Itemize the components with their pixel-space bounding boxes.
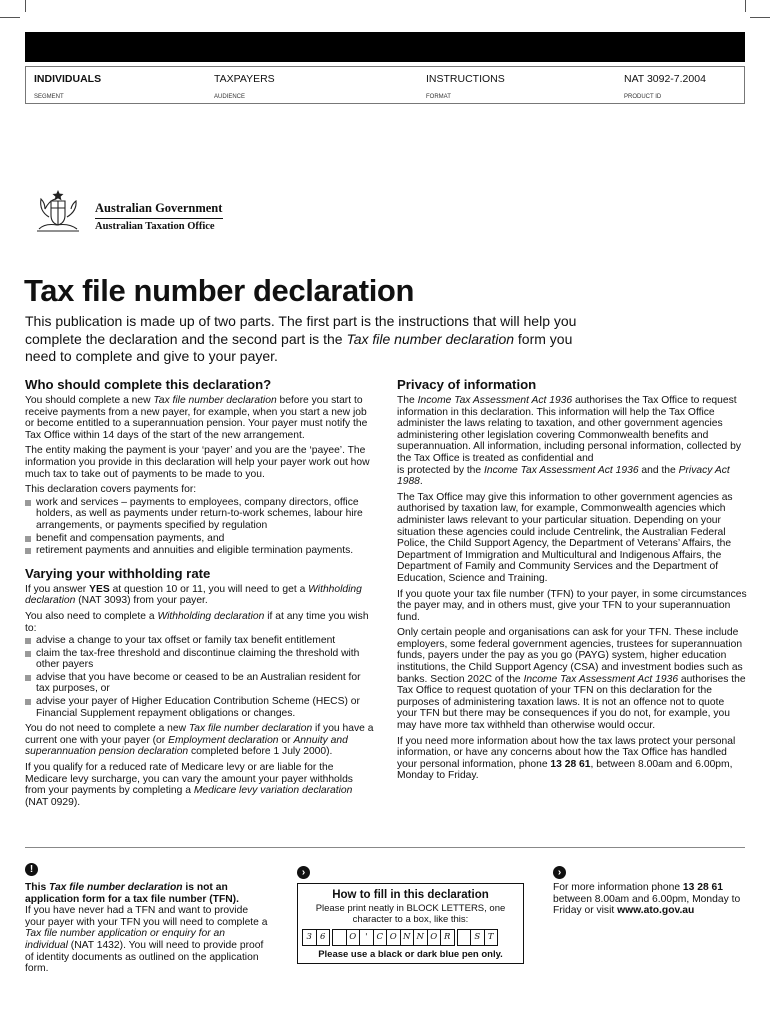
arrow-right-icon: › [553, 866, 566, 879]
text: before you start to receive payments from a new payer, for example, when you start a new job or become entitled to a superannuation pension. Your payer must notify the Tax Office within 14 days of the start of the new arrangement. [25, 395, 368, 441]
text: . [419, 476, 423, 488]
meta-label: AUDIENCE [214, 94, 246, 100]
meta-format [418, 67, 616, 103]
header-bar [25, 32, 745, 62]
paragraph [397, 627, 747, 731]
paragraph: This declaration covers payments for: [25, 484, 197, 496]
paragraph: The Tax Office may give this information to other government agencies as authorised by taxation law, for example, Commonwealth agencies which administer laws relevant to your particular situation. Depending on your situation these agencies could include Centrelink, the Australian Federal Police, the Child Support Agency, the Department of Veterans’ Affairs, the Department of Immigration and Multicultural and Indigenous Affairs, the Department of Family and Community Services and the Department of Education, Science and Training. [397, 491, 733, 584]
meta-label: SEGMENT [34, 94, 64, 100]
list-item: work and services – payments to employees, company directors, office holders, as well as payments under return-to-work schemes, labour hire arrangements, or payments specified by regulation [25, 497, 375, 532]
list-item: benefit and compensation payments, and [25, 533, 375, 545]
text: if you have a current one with your payer (or [25, 723, 374, 746]
text: Annuity and superannuation pension declaration [25, 734, 348, 758]
text: and the [638, 464, 679, 476]
paragraph [25, 723, 375, 758]
text: If you need more information about how the tax laws protect your personal information, or have any concerns about how the Tax Office has handled your personal information, phone [397, 735, 736, 770]
list-item: advise your payer of Higher Education Contribution Scheme (HECS) or Financial Supplement repayment obligations or changes. [25, 696, 375, 719]
character-box [332, 929, 347, 946]
meta-value: TAXPAYERS [214, 73, 275, 85]
character-box: O [386, 929, 401, 946]
pen-instruction: Please use a black or dark blue pen only. [318, 949, 503, 960]
bullet-list [25, 635, 375, 719]
meta-value: INDIVIDUALS [34, 73, 102, 85]
paragraph [25, 762, 375, 808]
paragraph: If you quote your tax file number (TFN) to your payer, in some circumstances the payer may, and in others must, give your TFN to your superannuation fund. [397, 588, 747, 623]
text: Medicare levy variation declaration [193, 785, 353, 797]
meta-value: INSTRUCTIONS [426, 73, 505, 85]
footer-divider [25, 847, 745, 848]
notice-heading [25, 882, 270, 905]
intro-part: This publication is made up of two parts. The first part is the instructions that will help you complete the declaration and the second part is the [25, 313, 577, 347]
how-to-fill-box [297, 883, 524, 964]
contact-info [553, 882, 753, 917]
metadata-strip [25, 66, 745, 104]
text: You do not need to complete a new [25, 723, 189, 735]
section-heading: Privacy of information [397, 377, 537, 392]
text: Income Tax Assessment Act 1936 [484, 464, 639, 476]
text: Withholding declaration [157, 610, 265, 622]
paragraph [397, 736, 747, 782]
phone-number: 13 28 61 [682, 882, 724, 893]
meta-value: NAT 3092-7.2004 [624, 73, 706, 85]
meta-audience [206, 67, 418, 103]
text: is not an application form for a tax file number (TFN). [25, 882, 239, 905]
text: This [25, 882, 50, 893]
how-title: How to fill in this declaration [332, 889, 489, 901]
bullet-list [25, 497, 375, 557]
text: (NAT 1432). You will need to provide proof of identity documents as outlined on the application form. [25, 939, 264, 975]
tfn-notice [25, 882, 270, 975]
text: Tax file number declaration [188, 723, 313, 735]
left-column [25, 377, 375, 812]
text: Tax file number declaration [153, 395, 277, 406]
text: If you have never had a TFN and want to provide your payer with your TFN you will need to complete a [25, 905, 268, 928]
text: If you qualify for a reduced rate of Medicare levy or are liable for the Medicare levy surcharge, you can vary the amount your payer withholds from your payments by completing a [25, 762, 353, 797]
text: authorises the Tax Office to request information in this declaration. This information will help the Tax Office administer the laws relating to taxation, and other government agencies administering other legislation covering Commonwealth benefits and superannuation. All information, including personal information, collected by the Tax Office is treated as confidential and [397, 395, 742, 464]
section-heading: Who should complete this declaration? [25, 377, 272, 392]
text: completed before 1 July 2000). [188, 746, 333, 758]
character-box: N [413, 929, 428, 946]
government-logo [27, 187, 227, 239]
paragraph [25, 395, 375, 441]
website-link[interactable]: www.ato.gov.au [617, 905, 695, 917]
arrow-right-icon: › [297, 866, 310, 879]
text: If you answer [25, 583, 90, 595]
text: at question 10 or 11, you will need to get a [109, 583, 309, 595]
how-instructions: Please print neatly in BLOCK LETTERS, one character to a box, like this: [315, 903, 506, 925]
text: You also need to complete a [25, 610, 158, 622]
crop-mark [25, 0, 26, 12]
exclamation-icon: ! [25, 863, 38, 876]
character-box: O [346, 929, 361, 946]
character-box: 6 [316, 929, 331, 946]
list-item: advise a change to your tax offset or family tax benefit entitlement [25, 635, 375, 647]
text: YES [89, 583, 110, 595]
text: if at any time you wish to: [25, 610, 369, 634]
character-box: R [440, 929, 455, 946]
text: (NAT 3093) from your payer. [75, 595, 208, 607]
meta-label: FORMAT [426, 94, 451, 100]
text: You should complete a new [25, 395, 154, 406]
list-item: advise that you have become or ceased to be an Australian resident for tax purposes, or [25, 672, 375, 695]
meta-segment [26, 67, 206, 103]
intro-part: form you need to complete and give to your payer. [25, 330, 573, 364]
paragraph [25, 584, 375, 607]
text: Privacy Act 1988 [397, 464, 730, 488]
text: , between 8.00am and 6.00pm, Monday to Friday. [397, 758, 733, 782]
intro-text [25, 313, 585, 366]
character-box: N [400, 929, 415, 946]
page-title: Tax file number declaration [24, 273, 415, 308]
logo-divider [95, 218, 223, 219]
text: or [278, 734, 294, 746]
logo-text-ato: Australian Taxation Office [95, 221, 215, 232]
sample-character-boxes [303, 929, 523, 946]
crop-mark [750, 17, 770, 18]
text: between 8.00am and 6.00pm, Monday to Friday or visit [553, 893, 741, 917]
text: The [397, 395, 418, 406]
logo-text-government: Australian Government [95, 201, 223, 215]
text: Withholding declaration [25, 583, 362, 607]
meta-label: PRODUCT ID [624, 94, 662, 100]
text: is protected by the [397, 464, 485, 476]
text: Only certain people and organisations can ask for your TFN. These include employers, some federal government agencies, trustees for superannuation funds, payers under the pay as you go (PAYG) system, higher education institutions, the Child Support Agency (CSA) and investment bodies such as banks. Section 202C of the [397, 627, 743, 685]
notice-text [25, 905, 270, 975]
character-box: O [427, 929, 442, 946]
paragraph [397, 395, 747, 488]
character-box: ' [359, 929, 374, 946]
list-item: retirement payments and annuities and eligible termination payments. [25, 545, 375, 557]
character-box: 3 [302, 929, 317, 946]
right-column [397, 377, 747, 786]
character-box: C [373, 929, 388, 946]
character-box: T [484, 929, 499, 946]
text: Tax file number application or enquiry for an individual [25, 928, 225, 951]
text: (NAT 0929). [25, 796, 81, 808]
list-item: claim the tax-free threshold and discontinue claiming the threshold with other payers [25, 648, 375, 671]
crop-mark [0, 17, 20, 18]
text: Income Tax Assessment Act 1936 [523, 673, 679, 685]
text: authorises the Tax Office to request quotation of your TFN on this declaration for the purposes of administering taxation laws. It is not an offence not to quote your TFN but there may be consequences if you do not, for example, you may have more tax withheld than otherwise would occur. [397, 673, 746, 732]
crop-mark [745, 0, 746, 12]
character-box: S [470, 929, 485, 946]
text: Employment declaration [168, 734, 279, 746]
text: Income Tax Assessment Act 1936 [417, 395, 573, 406]
text: Tax file number declaration [49, 882, 183, 893]
text: 13 28 61 [550, 758, 591, 770]
paragraph [25, 611, 375, 634]
meta-product-id [616, 67, 744, 103]
coat-of-arms-icon [27, 187, 89, 237]
text: For more information phone [553, 882, 683, 893]
intro-part: Tax file number declaration [346, 330, 515, 347]
section-heading: Varying your withholding rate [25, 565, 211, 581]
paragraph: The entity making the payment is your ‘payer’ and you are the ‘payee’. The information you provide in this declaration will help your payer work out how much tax to take out of payments to be made to you. [25, 445, 370, 480]
character-box [457, 929, 472, 946]
